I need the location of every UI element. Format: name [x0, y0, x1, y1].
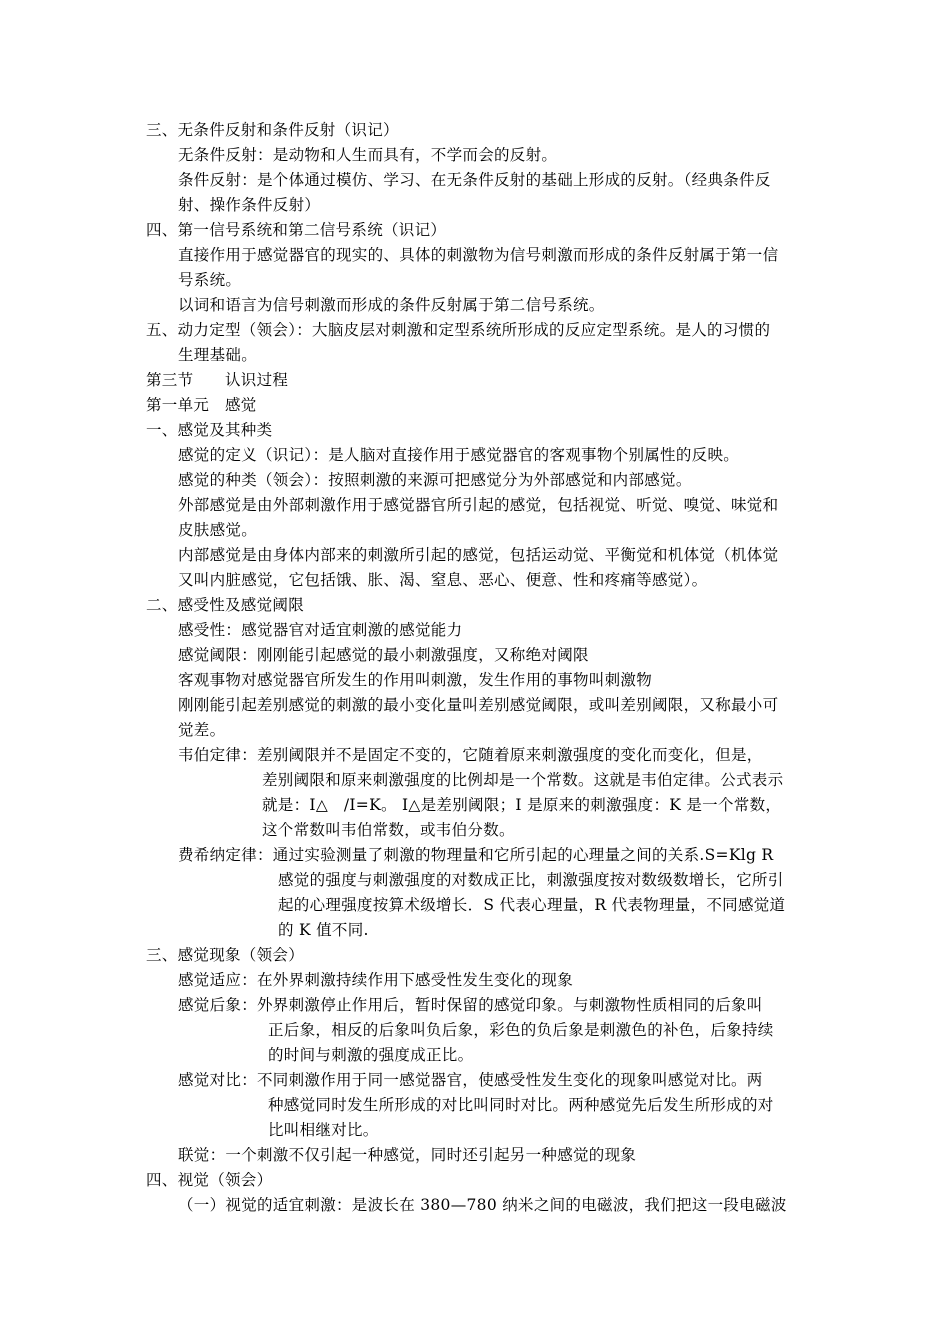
text-line: 直接作用于感觉器官的现实的、具体的刺激物为信号刺激而形成的条件反射属于第一信: [178, 246, 779, 264]
text-line: 无条件反射：是动物和人生而具有，不学而会的反射。: [178, 146, 558, 164]
text-line: 射、操作条件反射）: [178, 196, 321, 214]
contrast-line: 感觉对比：不同刺激作用于同一感觉器官，使感受性发生变化的现象叫感觉对比。两: [178, 1071, 763, 1089]
heading-unconditioned-reflex: 三、无条件反射和条件反射（识记）: [146, 121, 399, 139]
text-line: 内部感觉是由身体内部来的刺激所引起的感觉，包括运动觉、平衡觉和机体觉（机体觉: [178, 546, 779, 564]
afterimage-line: 感觉后象：外界刺激停止作用后，暂时保留的感觉印象。与刺激物性质相同的后象叫: [178, 996, 763, 1014]
text-line: 觉差。: [178, 721, 226, 739]
heading-vision: 四、视觉（领会）: [146, 1171, 273, 1189]
text-line: 感觉阈限：刚刚能引起感觉的最小刺激强度，又称绝对阈限: [178, 646, 589, 664]
text-line: 号系统。: [178, 271, 242, 289]
text-line: 比叫相继对比。: [268, 1121, 379, 1139]
text-line: 皮肤感觉。: [178, 521, 258, 539]
text-line: 联觉：一个刺激不仅引起一种感觉，同时还引起另一种感觉的现象: [178, 1146, 637, 1164]
heading-sensation-types: 一、感觉及其种类: [146, 421, 273, 439]
text-line: 条件反射：是个体通过模仿、学习、在无条件反射的基础上形成的反射。（经典条件反: [178, 171, 771, 189]
text-line: 感觉的定义（识记）：是人脑对直接作用于感觉器官的客观事物个别属性的反映。: [178, 446, 740, 464]
text-line: 外部感觉是由外部刺激作用于感觉器官所引起的感觉，包括视觉、听觉、嗅觉、味觉和: [178, 496, 779, 514]
text-line: 感觉的强度与刺激强度的对数成正比，刺激强度按对数级数增长，它所引: [278, 871, 784, 889]
text-line: （一）视觉的适宜刺激：是波长在 380—780 纳米之间的电磁波，我们把这一段电磁波: [178, 1196, 787, 1214]
text-line: 正后象，相反的后象叫负后象，彩色的负后象是刺激色的补色，后象持续: [268, 1021, 774, 1039]
text-line: 就是：I△ /I=K。 I△是差别阈限；I 是原来的刺激强度：K 是一个常数，: [262, 796, 782, 814]
text-line: 起的心理强度按算术级增长．S 代表心理量，R 代表物理量，不同感觉道: [278, 896, 786, 914]
heading-signal-systems: 四、第一信号系统和第二信号系统（识记）: [146, 221, 447, 239]
text-line: 生理基础。: [178, 346, 258, 364]
text-line: 刚刚能引起差别感觉的刺激的最小变化量叫差别感觉阈限，或叫差别阈限，又称最小可: [178, 696, 779, 714]
weber-law-line: 韦伯定律：差别阈限并不是固定不变的，它随着原来刺激强度的变化而变化，但是，: [178, 746, 763, 764]
text-line: 差别阈限和原来刺激强度的比例却是一个常数。这就是韦伯定律。公式表示: [262, 771, 784, 789]
text-line: 的时间与刺激的强度成正比。: [268, 1046, 474, 1064]
text-line: 客观事物对感觉器官所发生的作用叫刺激，发生作用的事物叫刺激物: [178, 671, 653, 689]
section-title: 第三节 认识过程: [146, 371, 289, 389]
text-line: 的 K 值不同.: [278, 921, 369, 939]
fechner-law-line: 费希纳定律：通过实验测量了刺激的物理量和它所引起的心理量之间的关系.S=Klg R: [178, 846, 774, 864]
heading-sensory-phenomena: 三、感觉现象（领会）: [146, 946, 305, 964]
text-line: 感觉的种类（领会）：按照刺激的来源可把感觉分为外部感觉和内部感觉。: [178, 471, 692, 489]
unit-title: 第一单元 感觉: [146, 396, 257, 414]
text-line: 感受性：感觉器官对适宜刺激的感觉能力: [178, 621, 463, 639]
text-line: 这个常数叫韦伯常数，或韦伯分数。: [262, 821, 515, 839]
text-line: 感觉适应：在外界刺激持续作用下感受性发生变化的现象: [178, 971, 574, 989]
heading-sensitivity-threshold: 二、感受性及感觉阈限: [146, 596, 305, 614]
text-line: 以词和语言为信号刺激而形成的条件反射属于第二信号系统。: [178, 296, 605, 314]
heading-dynamic-stereotype: 五、动力定型（领会）：大脑皮层对刺激和定型系统所形成的反应定型系统。是人的习惯的: [146, 321, 771, 339]
text-line: 种感觉同时发生所形成的对比叫同时对比。两种感觉先后发生所形成的对: [268, 1096, 774, 1114]
text-line: 又叫内脏感觉，它包括饿、胀、渴、窒息、恶心、便意、性和疼痛等感觉）。: [178, 571, 708, 589]
